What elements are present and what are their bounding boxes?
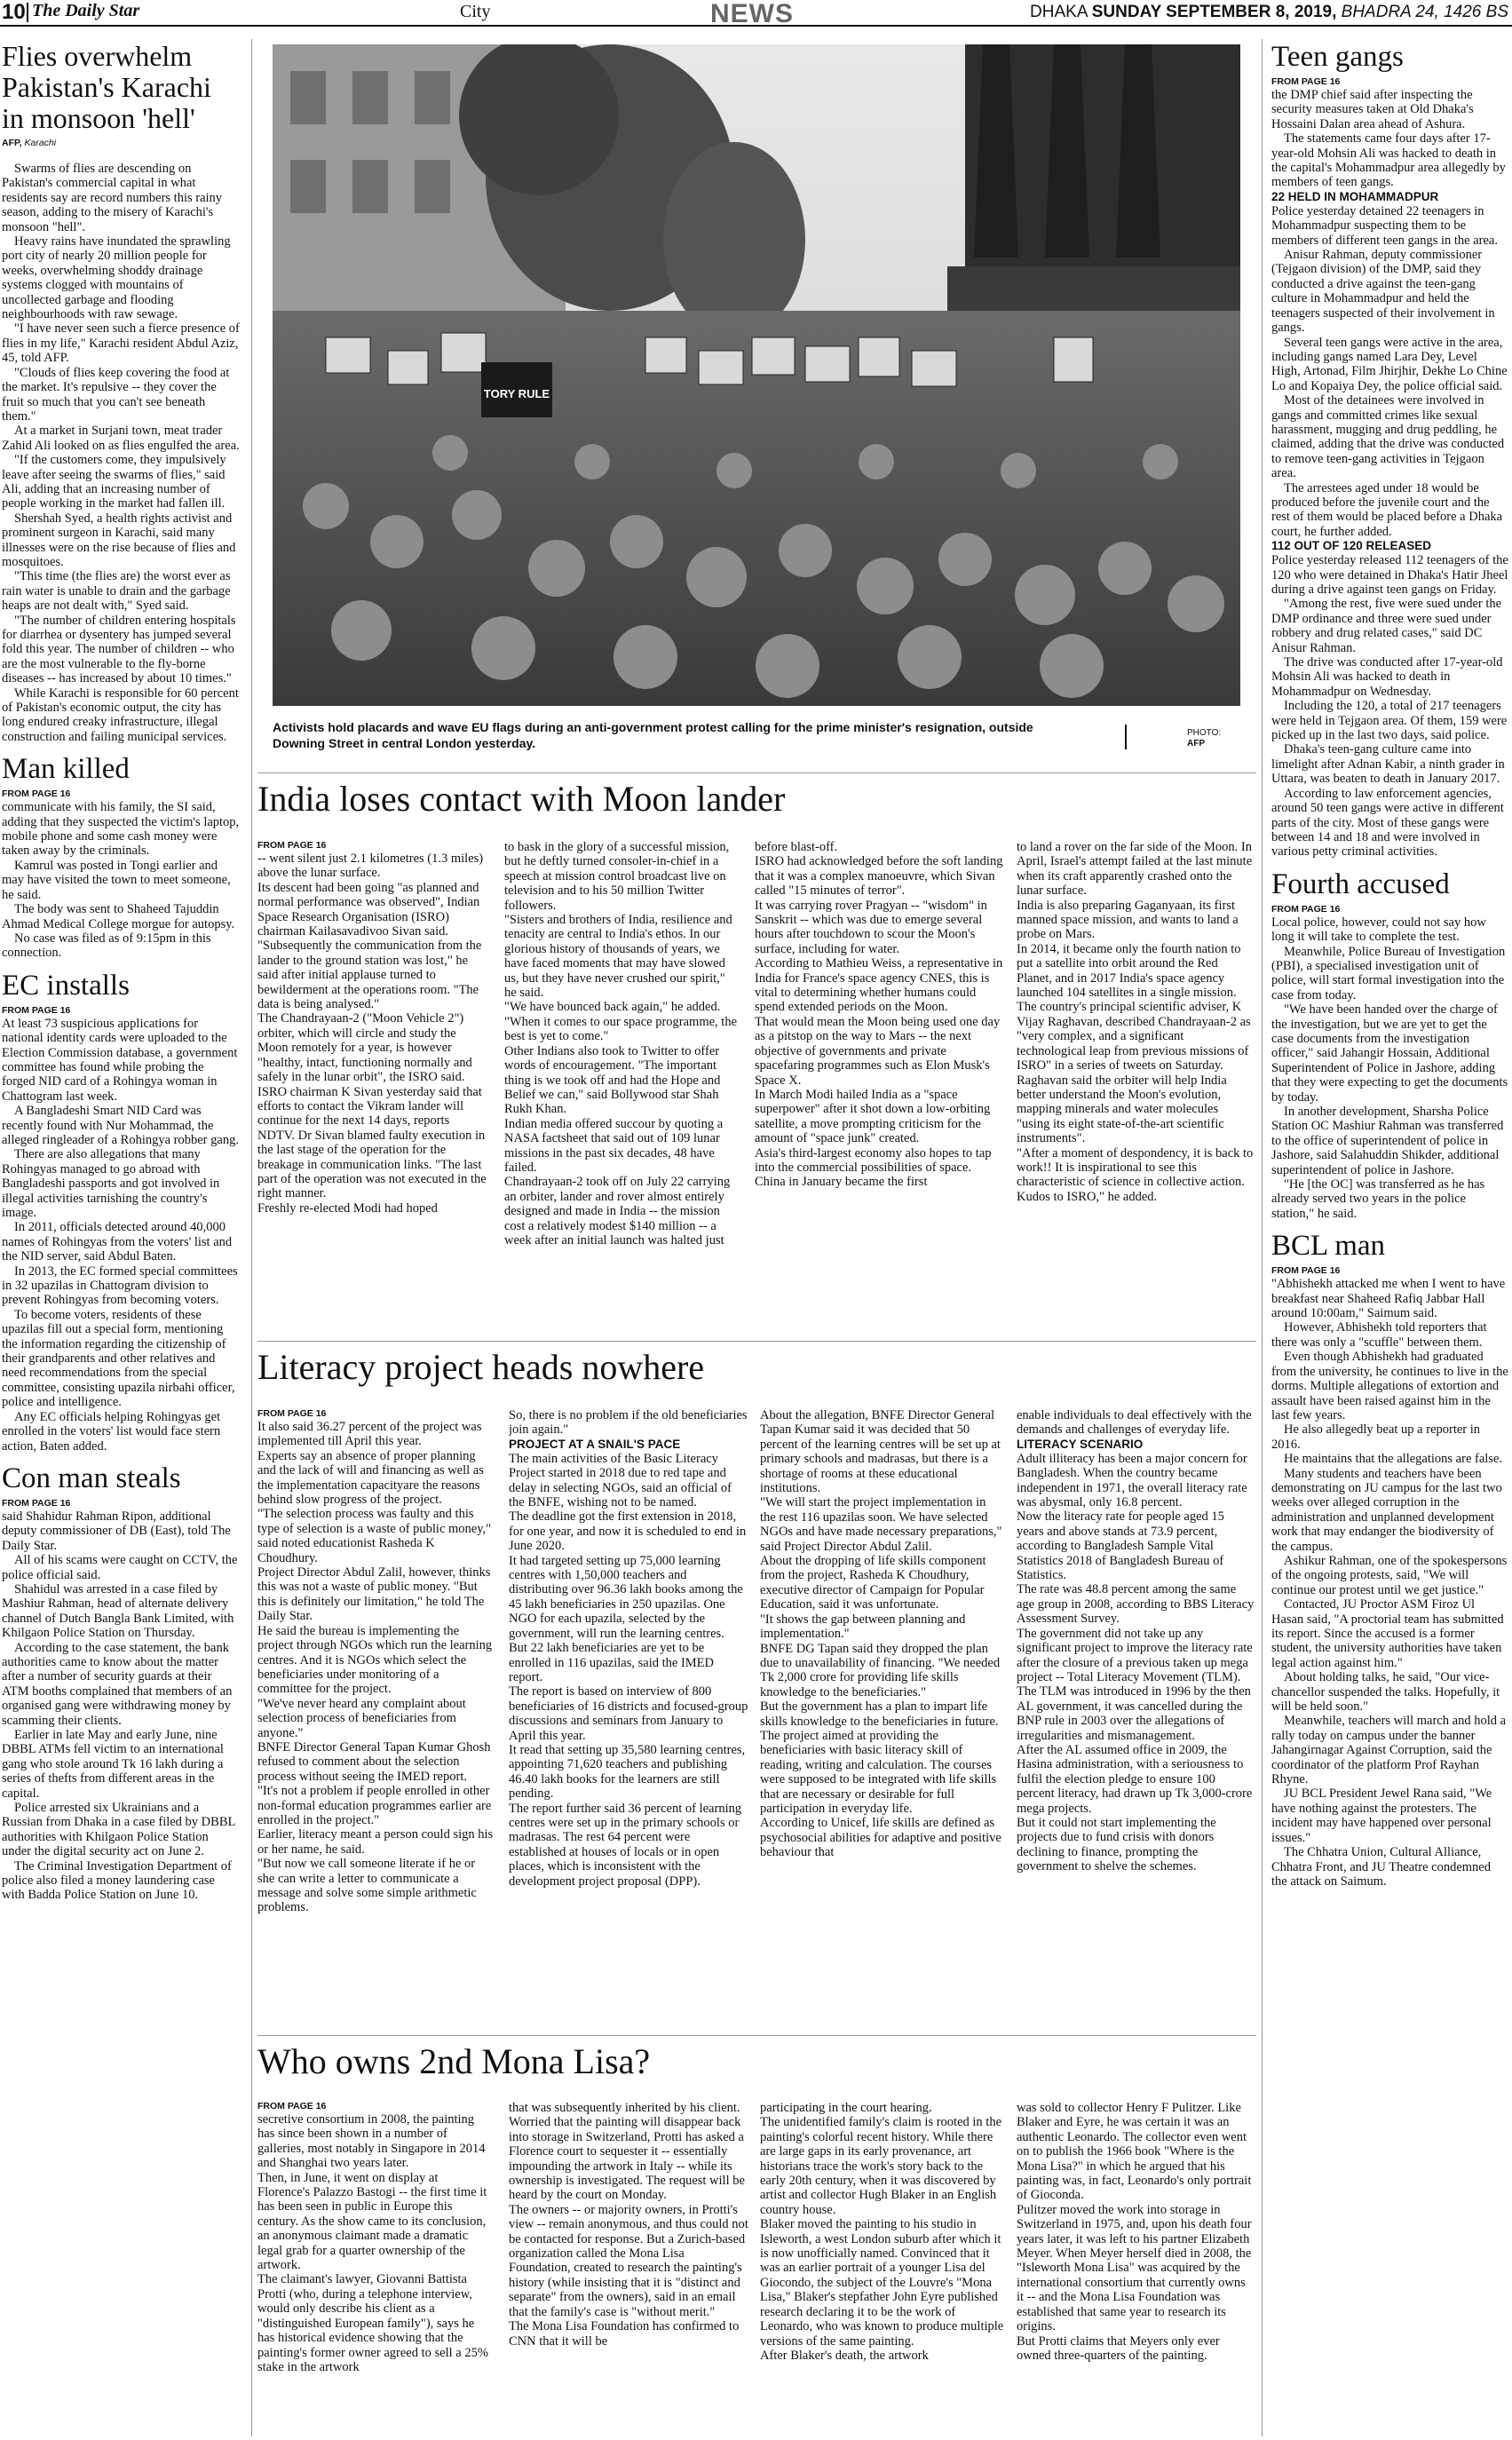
paragraph: The country's principal scientific adviser, K Vijay Raghavan, described Chandrayaan-2 as "very complex, and a significant technological leap from previous missions of ISRO" in a series of tweets on Saturday. — [1017, 1000, 1251, 1073]
paragraph: India is also preparing Gaganyaan, its first manned space mission, and wants to land a probe on Mars. — [1017, 898, 1239, 942]
mona-lisa-headline: Who owns 2nd Mona Lisa? — [257, 2041, 651, 2081]
teen-gangs-headline: Teen gangs — [1271, 41, 1404, 73]
paragraph: About the allegation, BNFE Director General Tapan Kumar said it was decided that 50 percent of the learning centres will be set up at primary schools and madrasas, but there is a shortage of rooms at these educational institutions. — [760, 1408, 1001, 1496]
paragraph: According to law enforcement agencies, around 50 teen gangs were active in different parts of the city. Most of these gangs were between 14 and 18 and were involved in various petty criminal activities. — [1271, 786, 1504, 860]
paragraph: was sold to collector Henry F Pulitzer. Like Blaker and Eyre, he was certain it was an authentic Leonardo. The collector even went on to publish the 1966 book "Where is the Mona Lisa?" in which he argued that his painting was, in fact, Leonardo's only portrait of Gioconda. — [1017, 2101, 1252, 2203]
india-col-2 — [504, 840, 740, 1337]
flies-headline: Flies overwhelm Pakistan's Karachi in monsoon 'hell' — [2, 40, 211, 134]
paragraph: In 2013, the EC formed special committees in 32 upazilas in Chattogram division to prevent Rohingyas from becoming voters. — [2, 1264, 238, 1308]
page-header — [0, 0, 1512, 27]
paragraph: Earlier in late May and early June, nine DBBL ATMs fell victim to an international gang who stole around Tk 16 lakh during a series of thefts from different areas in the capital. — [2, 1728, 224, 1801]
date-main: SUNDAY SEPTEMBER 8, 2019, — [1091, 3, 1337, 21]
con-man-headline: Con man steals — [2, 1462, 181, 1494]
paragraph: Ashikur Rahman, one of the spokespersons of the ongoing protests, said, "We will continue our protest until we get justice." — [1271, 1553, 1508, 1597]
paragraph: The claimant's lawyer, Giovanni Battista Protti (who, during a telephone interview, would only describe his client as a "distinguished European family"), says he has historical evidence showing that the painting's former owner agreed to sell a 25% stake in the artwork — [257, 2272, 488, 2374]
left-column — [2, 39, 240, 2436]
paragraph: The main activities of the Basic Literacy Project started in 2018 due to red tape and delay in selecting NGOs, said an official of the BNFE, wishing not to be named. — [509, 1451, 732, 1510]
paragraph: "But now we call someone literate if he or she can write a letter to communicate a message and solve some simple arithmetic problems. — [257, 1857, 477, 1915]
paragraph: Heavy rains have inundated the sprawling port city of nearly 20 million people for weeks, overwhelming shoddy drainage systems clogged with mountains of uncollected garbage and flooding neighbourhoods with raw sewage. — [2, 234, 231, 322]
literacy-from-page: FROM PAGE 16 — [257, 1408, 327, 1419]
teen-gangs-subhead-2: 112 OUT OF 120 RELEASED — [1271, 539, 1432, 553]
literacy-col-4 — [1017, 1408, 1255, 2030]
mona-col1-text — [257, 2112, 490, 2374]
paragraph: But Protti claims that Meyers only ever owned three-quarters of the painting. — [1017, 2333, 1220, 2363]
paragraph: The deadline got the first extension in 2018, for one year, and now it is scheduled to end in June 2020. — [509, 1509, 747, 1554]
paragraph: Dhaka's teen-gang culture came into limelight after Adnan Kabir, a ninth grader in Uttara, was beaten to death in January 2017. — [1271, 742, 1505, 787]
paragraph: "Clouds of flies keep covering the food at the market. It's repulsive -- they cover the fruit so much that you can't see beneath them." — [2, 365, 230, 424]
paragraph: It was carrying rover Pragyan -- "wisdom" in Sanskrit -- which was due to emerge several hours after touchdown to scour the Moon's surface, including for water. — [755, 898, 987, 956]
paragraph: JU BCL President Jewel Rana said, "We have nothing against the protesters. The incident may have happened over personal issues." — [1271, 1786, 1492, 1845]
paragraph: BNFE DG Tapan said they dropped the plan due to unavailability of financing. "We needed Tk 2,000 crore for providing life skills knowledge to the beneficiaries." — [760, 1641, 1001, 1699]
paragraph: Its descent had been going "as planned and normal performance was observed", Indian Space Research Organisation (ISRO) chairman Kailasavadivoo Sivan said. — [257, 880, 480, 939]
literacy-col4b-text — [1017, 1452, 1255, 1874]
mona-col-3 — [760, 2101, 1004, 2438]
paragraph: But it could not start implementing the projects due to fund crisis with donors declining to finance, prompting the government to shelve the schemes. — [1017, 1815, 1216, 1874]
story-divider-2 — [257, 1341, 1256, 1342]
page-number: 10 — [2, 0, 26, 24]
man-killed-body — [2, 800, 240, 960]
paragraph: The drive was conducted after 17-year-old Mohsin Ali was hacked to death in Mohammadpur on Wednesday. — [1271, 655, 1503, 699]
mona-col-4 — [1017, 2101, 1255, 2438]
paragraph: "Sisters and brothers of India, resilience and tenacity are central to India's ethos. In our glorious history of thousands of years, we have faced moments that may have slowed us, but they have never crushed our spirit," he said. — [504, 913, 732, 1001]
paragraph: BNFE Director General Tapan Kumar Ghosh refused to comment about the selection process without seeing the IMED report. — [257, 1739, 491, 1784]
dateline — [1030, 3, 1508, 22]
paragraph: The body was sent to Shaheed Tajuddin Ahmad Medical College morgue for autopsy. — [2, 902, 235, 931]
literacy-subhead-snail: PROJECT AT A SNAIL'S PACE — [509, 1437, 681, 1451]
teen-gangs-body-2 — [1271, 204, 1509, 539]
paragraph: But the government has a plan to impart life skills knowledge to the beneficiaries in future. — [760, 1699, 999, 1729]
paragraph: Then, in June, it went on display at Florence's Palazzo Bastogi -- the first time it has been seen in public in Europe this century. As the show came to its conclusion, an anonymous claimant made a dramatic legal grab for a quarter ownership of the artwork. — [257, 2170, 487, 2273]
paragraph: to land a rover on the far side of the Moon. In April, Israel's attempt failed at the last minute when its craft apparently crashed onto the lunar surface. — [1017, 840, 1253, 899]
bcl-man-headline: BCL man — [1271, 1230, 1386, 1263]
paragraph: Including the 120, a total of 217 teenagers were held in Tejgaon area. Of them, 159 were picked up in the last two days, said police. — [1271, 699, 1508, 743]
paragraph: "This time (the flies are) the worst ever as rain water is unable to drain and the garbage heaps are not dealt with," Syed said. — [2, 569, 231, 614]
paragraph: "The selection process was faulty and this type of selection is a waste of public money," said noted educationist Rasheda K Choudhury. — [257, 1507, 492, 1565]
paragraph: -- went silent just 2.1 kilometres (1.3 miles) above the lunar surface. — [257, 852, 484, 881]
paragraph: The arrestees aged under 18 would be produced before the juvenile court and the rest of them would be placed before a Dhaka court, he further added. — [1271, 480, 1503, 539]
paragraph: Several teen gangs were active in the area, including gangs named Lara Dey, Level High, Artonad, Film Jhirjhir, Dekhe Lo Chine Lo and Kopaiya Dey, the police official said. — [1271, 335, 1508, 393]
paragraph: Anisur Rahman, deputy commissioner (Tejgaon division) of the DMP, said they conducted a drive against the teen-gang culture in Mohammadpur and held the teenagers suspected of their involvement in gangs. — [1271, 248, 1495, 336]
paragraph: "If the customers come, they impulsively leave after seeing the swarms of flies," said Ali, adding that an increasing number of people working in the market had fallen ill. — [2, 453, 226, 511]
paragraph: participating in the court hearing. — [760, 2101, 932, 2115]
date-prefix: DHAKA — [1030, 3, 1088, 21]
paragraph: Any EC officials helping Rohingyas get enrolled in the voters' list would face stern action, Baten added. — [2, 1409, 221, 1454]
paragraph: Shahidul was arrested in a case filed by Mashiur Rahman, head of alternate delivery channel of Dutch Bangla Bank Limited, with Khilgaon Police Station on Thursday. — [2, 1581, 234, 1641]
paragraph: "He [the OC] was transferred as he has already served two years in the police station," he said. — [1271, 1177, 1485, 1221]
fourth-accused-body — [1271, 915, 1509, 1222]
bcl-man-body — [1271, 1277, 1509, 1889]
literacy-headline: Literacy project heads nowhere — [257, 1347, 705, 1387]
literacy-col1-text — [257, 1420, 495, 1915]
paragraph: Other Indians also took to Twitter to offer words of encouragement. "The important thing is we took off and had the Hope and Belief we can," said Bollywood star Shah Rukh Khan. — [504, 1043, 721, 1117]
paragraph: Earlier, literacy meant a person could sign his or her name, he said. — [257, 1827, 494, 1857]
paragraph: In 2011, officials detected around 40,000 names of Rohingyas from the voters' list and the NID server, said Abdul Baten. — [2, 1220, 233, 1264]
literacy-col-1 — [257, 1408, 495, 2030]
paragraph: It read that setting up 35,580 learning centres, appointing 71,620 teachers and publishing 46.40 lakh books for the learners are still pending. — [509, 1742, 746, 1802]
paragraph: "It's not a problem if people enrolled in other non-formal education programmes earlier are enrolled in the project." — [257, 1784, 492, 1827]
ec-installs-body — [2, 1017, 240, 1454]
paragraph: The rate was 48.8 percent among the same age group in 2008, according to BBS Literacy Assessment Survey. — [1017, 1582, 1255, 1627]
paragraph: "Among the rest, five were sued under the DMP ordinance and three were sued under robbery and drug related cases," said DC Anisur Rahman. — [1271, 597, 1502, 655]
paragraph: There are also allegations that many Rohingyas managed to go abroad with Bangladeshi passports and got involved in illegal activities tarnishing the country's image. — [2, 1147, 220, 1220]
paragraph: After Blaker's death, the artwork — [760, 2348, 929, 2363]
paper-logo: The Daily Star — [32, 1, 140, 20]
byline-agency: AFP, — [2, 138, 22, 148]
photo-caption — [273, 719, 1240, 764]
con-man-body — [2, 1509, 240, 1903]
mona-col2-text — [509, 2101, 748, 2349]
paragraph: Kamrul was posted in Tongi earlier and may have visited the town to meet someone, he said. — [2, 858, 231, 902]
paragraph: Most of the detainees were involved in gangs and committed crimes like sexual harassment, mugging and drug peddling, he claimed, adding that the drive was conducted to remove teen-gang activities in Tejgaon area. — [1271, 393, 1505, 481]
paragraph: According to Unicef, life skills are defined as psychosocial abilities for adaptive and positive behaviour that — [760, 1816, 1001, 1860]
paragraph: About the dropping of life skills component from the project, Rasheda K Choudhury, executive director of Campaign for Popular Education, said it was unfortunate. — [760, 1554, 986, 1612]
paragraph: "We will start the project implementation in the rest 116 upazilas soon. We have selected NGOs and have made necessary preparations," said Project Director Abdul Zalil. — [760, 1495, 1002, 1554]
paragraph: However, Abhishekh told reporters that there was only a "scuffle" between them. — [1271, 1320, 1487, 1350]
paragraph: While Karachi is responsible for 60 percent of Pakistan's economic output, the city has long endured creaky infrastructure, illegal construction and failing municipal services. — [2, 685, 239, 744]
india-col3-text — [755, 840, 1005, 1190]
paragraph: Pulitzer moved the work into storage in Switzerland in 1975, and, upon his death four years later, it was left to his partner Elizabeth Meyer. When Meyer herself died in 2008, the "Isleworth Mona Lisa" was acquired by the international consortium that currently owns it -- and the Mona Lisa Foundation was established that same year to research its origins. — [1017, 2202, 1252, 2334]
paragraph: the DMP chief said after inspecting the security measures taken at Old Dhaka's Hossaini Dalan area ahead of Ashura. — [1271, 88, 1474, 131]
india-headline: India loses contact with Moon lander — [257, 779, 786, 819]
paragraph: The Chhatra Union, Cultural Alliance, Chhatra Front, and JU Theatre condemned the attack on Saimum. — [1271, 1845, 1491, 1889]
ec-installs-headline: EC installs — [2, 969, 130, 1002]
paragraph: secretive consortium in 2008, the painting has since been shown in a number of galleries, most notably in Singapore in 2014 and Shanghai two years later. — [257, 2112, 486, 2171]
ec-installs-from-page: FROM PAGE 16 — [2, 1004, 71, 1016]
paragraph: "Abhishekh attacked me when I went to have breakfast near Shaheed Rafiq Jabbar Hall around 10:00am," Saimum said. — [1271, 1277, 1506, 1321]
man-killed-from-page: FROM PAGE 16 — [2, 788, 71, 800]
paragraph: He also allegedly beat up a reporter in 2016. — [1271, 1422, 1481, 1452]
paragraph: "The number of children entering hospitals for diarrhea or dysentery has jumped several fold this year. The number of children -- who are the most vulnerable to the fly-borne diseases -- has increased by about 10 times." — [2, 613, 236, 686]
literacy-col-2 — [509, 1408, 748, 2030]
paragraph: According to the case statement, the bank authorities came to know about the matter after a number of security guards at their ATM booths complained that members of an organised gang were withdrawing money by scamming their clients. — [2, 1640, 233, 1728]
paragraph: "Subsequently the communication from the lander to the ground station was lost," he said after initial applause turned to bewilderment at the operations room. "The data is being analysed." — [257, 939, 482, 1012]
paragraph: He maintains that the allegations are false. — [1284, 1452, 1503, 1467]
paragraph: The statements came four days after 17-year-old Mohsin Ali was hacked to death in the capital's Mohammadpur area allegedly by members of teen gangs. — [1271, 131, 1506, 190]
mona-from-page: FROM PAGE 16 — [257, 2101, 327, 2111]
flies-byline — [2, 138, 240, 149]
paragraph: ISRO chairman K Sivan yesterday said that efforts to contact the Vikram lander will continue for the next 14 days, reports NDTV. Dr Sivan blamed faulty execution in the last stage of the operation for the breakage in communication links. "The last part of the operation was not executed in the right manner. — [257, 1084, 487, 1201]
paragraph: No case was filed as of 9:15pm in this connection. — [2, 931, 211, 961]
protest-photo — [273, 44, 1240, 706]
paragraph: Freshly re-elected Modi had hoped — [257, 1200, 438, 1216]
paragraph: All of his scams were caught on CCTV, the police official said. — [2, 1553, 238, 1582]
paragraph: It had targeted setting up 75,000 learning centres with 1,50,000 teachers and distributing over 96.36 lakh books among the 45 lakh beneficiaries in 250 upazilas. One NGO for each upazila, selected by the government, will run the learning centres. — [509, 1553, 743, 1641]
caption-divider — [1125, 725, 1127, 749]
paragraph: That would mean the Moon being used one day as a pitstop on the way to Mars -- the next objective of governments and private spacefaring programmes such as Elon Musk's Space X. — [755, 1014, 1001, 1088]
teen-gangs-subhead-1: 22 HELD IN MOHAMMADPUR — [1271, 189, 1439, 203]
photo-credit — [1187, 728, 1240, 749]
paragraph: Police arrested six Ukrainians and a Russian from Dhaka in a case filed by DBBL authorities with Khilgaon Police Station under the digital security act on June 2. — [2, 1801, 235, 1859]
india-from-page: FROM PAGE 16 — [257, 840, 327, 851]
paragraph: At a market in Surjani town, meat trader Zahid Ali looked on as flies engulfed the area. — [2, 424, 240, 453]
mona-col-1 — [257, 2101, 490, 2438]
paragraph: The report is based on interview of 800 beneficiaries of 16 districts and focused-group discussions and seminars from January to April this year. — [509, 1684, 748, 1743]
india-col4-text — [1017, 840, 1255, 1204]
column-divider-right — [1262, 39, 1263, 2436]
paragraph: before blast-off. — [755, 840, 838, 854]
paragraph: Chandrayaan-2 took off on July 22 carrying an orbiter, lander and rover almost entirely designed and made in India -- the mission cost a relatively modest $140 million -- a week after an initial launch was halted just — [504, 1175, 731, 1248]
paragraph: The Mona Lisa Foundation has confirmed to CNN that it will be — [509, 2319, 740, 2349]
paragraph: enable individuals to deal effectively with the demands and challenges of everyday life. — [1017, 1408, 1252, 1438]
paragraph: Experts say an absence of proper planning and the lack of will and financing as well as the implementation capacityare the reasons behind slow progress of the project. — [257, 1448, 484, 1508]
paragraph: to bask in the glory of a successful mission, but he deftly turned consoler-in-chief in a speech at mission control broadcast live on television and to his 50 million Twitter followers. — [504, 840, 730, 913]
mona-col-2 — [509, 2101, 748, 2438]
literacy-subhead-scenario: LITERACY SCENARIO — [1017, 1437, 1144, 1451]
paragraph: Police yesterday released 112 teenagers of the 120 who were detained in Dhaka's Hatir Jheel during a drive against teen gangs on Friday. — [1271, 553, 1508, 597]
paragraph: Indian media offered succour by quoting a NASA factsheet that said out of 109 lunar missions in the past six decades, 48 have failed. — [504, 1116, 724, 1175]
paragraph: "We've never heard any complaint about selection process of beneficiaries from anyone." — [257, 1696, 466, 1740]
paragraph: It also said 36.27 percent of the project was implemented till April this year. — [257, 1420, 482, 1449]
india-col1-text — [257, 852, 488, 1216]
paragraph: About holding talks, he said, "Our vice-chancellor suspended the talks. Hopefully, it will be held soon." — [1271, 1670, 1500, 1715]
fourth-accused-headline: Fourth accused — [1271, 867, 1450, 900]
literacy-col-3 — [760, 1408, 1004, 2030]
paragraph: In 2014, it became only the fourth nation to put a satellite into orbit around the Red Planet, and in 2017 India's space agency launched 104 satellites in a single mission. — [1017, 941, 1241, 1001]
paragraph: Even though Abhishekh had graduated from the university, he continues to live in the dorms. Multiple allegations of extortion and assault have been raised against him in the last few years. — [1271, 1350, 1508, 1422]
paragraph: China in January became the first — [755, 1175, 928, 1190]
paragraph: The owners -- or majority owners, in Protti's view -- remain anonymous, and thus could not be contacted for response. But a Zurich-based organization called the Mona Lisa Foundation, created to research the painting's history (while insisting that it is "distinct and separate" from the owners), said in an email that the family's case is "without merit." — [509, 2202, 748, 2319]
paragraph: Blaker moved the painting to his studio in Isleworth, a west London suburb after which it is now unofficially named. Convinced that it was an earlier portrait of a younger Lisa del Giocondo, the subject of the Louvre's "Mona Lisa," Blaker's stepfather John Eyre published research declaring it to be the work of Leonardo, who was known to produce multiple versions of the same painting. — [760, 2217, 1004, 2349]
paragraph: communicate with his family, the SI said, adding that they suspected the victim's laptop, mobile phone and some cash money were taken away by the criminals. — [2, 800, 240, 859]
paragraph: But 22 lakh beneficiaries are yet to be enrolled in 116 upazilas, said the IMED report. — [509, 1641, 715, 1684]
paragraph: that was subsequently inherited by his client. Worried that the painting will disappear back into storage in Switzerland, Protti has asked a Florence court to sequester it -- essentially impounding the artwork in Italy -- while its ownership is investigated. The request will be heard by the court on Monday. — [509, 2101, 745, 2203]
paragraph: Meanwhile, Police Bureau of Investigation (PBI), a specialised investigation unit of police, will start formal investigation into the case from today. — [1271, 944, 1506, 1002]
paragraph: The unidentified family's claim is rooted in the painting's colorful recent history. While there are large gaps in its early provenance, art historians trace the work's story back to the early 20th century, when it was discovered by artist and collector Hugh Blaker in an English country house. — [760, 2115, 1002, 2217]
teen-gangs-from-page: FROM PAGE 16 — [1271, 76, 1341, 87]
paragraph: "After a moment of despondency, it is back to work!! It is inspirational to see this characteristic of science in collective action. Kudos to ISRO," he added. — [1017, 1145, 1254, 1204]
paragraph: "It shows the gap between planning and implementation." — [760, 1612, 966, 1642]
con-man-from-page: FROM PAGE 16 — [2, 1497, 71, 1509]
story-divider-3 — [257, 2035, 1256, 2036]
placard-tory-rule: TORY RULE — [483, 387, 550, 400]
literacy-col4a-text — [1017, 1408, 1255, 1438]
paragraph: The project aimed at providing the beneficiaries with basic literacy skill of reading, writing and calculation. The courses were supposed to be integrated with life skills that are necessary or desirable for full participation in everyday life. — [760, 1728, 997, 1816]
paragraph: So, there is no problem if the old beneficiaries join again." — [509, 1408, 748, 1438]
paragraph: Shershah Syed, a health rights activist and prominent surgeon in Karachi, said many illnesses were on the rise because of flies and mosquitoes. — [2, 511, 236, 569]
paragraph: Meanwhile, teachers will march and hold a rally today on campus under the banner Jahangirnagar Against Corruption, said the coordinator of the platform Prof Rayhan Rhyne. — [1271, 1714, 1507, 1787]
right-column — [1271, 39, 1509, 2436]
city-label: City — [460, 2, 491, 21]
date-bengali: BHADRA 24, 1426 BS — [1341, 3, 1508, 21]
paragraph: Adult illiteracy has been a major concern for Bangladesh. When the country became independent in 1971, the overall literacy rate was abysmal, only 16.8 percent. — [1017, 1451, 1247, 1510]
paragraph: Raghavan said the orbiter will help India better understand the Moon's evolution, mapping minerals and water molecules "using its eight state-of-the-art scientific instruments". — [1017, 1073, 1227, 1146]
paragraph: The government did not take up any significant project to improve the literacy rate after the closure of a previous taken up mega project -- Total Literacy Movement (TLM). — [1017, 1626, 1253, 1684]
paragraph: Project Director Abdul Zalil, however, thinks this was not a waste of public money. "But this is definitely our limitation," he told The Daily Star. — [257, 1565, 491, 1624]
paragraph: "We have bounced back again," he added. "When it comes to our space programme, the best is yet to come." — [504, 1000, 737, 1044]
paragraph: Asia's third-largest economy also hopes to tap into the commercial possibilities of space. — [755, 1145, 992, 1175]
paragraph: He said the bureau is implementing the project through NGOs which run the learning centres. And it is NGOs which select the beneficiaries under monitoring of a committee for the project. — [257, 1623, 493, 1697]
india-col-4 — [1017, 840, 1255, 1337]
paragraph: Contacted, JU Proctor ASM Firoz Ul Hasan said, "A proctorial team has submitted its report. Since the accused is a former student, the university authorities have taken legal action against him." — [1271, 1597, 1504, 1670]
mona-lisa-story — [257, 2042, 1256, 2081]
paragraph: After the AL assumed office in 2009, the Hasina administration, with a seriousness to fulfil the election pledge to ensure 100 percent literacy, had drawn up Tk 3,000-crore mega projects. — [1017, 1742, 1253, 1816]
paragraph: Local police, however, could not say how long it will take to complete the test. — [1271, 915, 1486, 945]
paragraph: said Shahidur Rahman Ripon, additional deputy commissioner of DB (East), told The Daily Star. — [2, 1509, 231, 1553]
teen-gangs-body-1 — [1271, 88, 1509, 190]
story-divider-1 — [257, 772, 1256, 773]
credit-source: AFP — [1187, 739, 1205, 749]
paragraph: The Chandrayaan-2 ("Moon Vehicle 2") orbiter, which will circle and study the Moon remotely for a year, is however "healthy, intact, functioning normally and safely in the lunar orbit", the ISRO said. — [257, 1011, 472, 1085]
column-divider-left — [251, 39, 252, 2436]
paragraph: According to Mathieu Weiss, a representative in India for France's space agency CNES, this is vital to determining whether humans could spend extended periods on the Moon. — [755, 956, 1003, 1015]
literacy-col2a-text — [509, 1408, 748, 1438]
paragraph: A Bangladeshi Smart NID Card was recently found with Nur Mohammad, the alleged ringleader of a Rohingya robber gang. — [2, 1104, 239, 1147]
india-col-3 — [755, 840, 1005, 1337]
paragraph: In March Modi hailed India as a "space superpower" after it shot down a low-orbiting satellite, a move prompting criticism for the amount of "space junk" created. — [755, 1087, 991, 1146]
paragraph: To become voters, residents of these upazilas fill out a special form, mentioning the information regarding the citizenship of their grandparents and other relatives and need recommendations from the special committee, consisting upazila nirbahi officer, police and intelligence. — [2, 1307, 235, 1410]
mona-col4-text — [1017, 2101, 1255, 2363]
fourth-accused-from-page: FROM PAGE 16 — [1271, 903, 1341, 915]
header-divider — [27, 3, 28, 22]
paragraph: Many students and teachers have been demonstrating on JU campus for the last two weeks over alleged corruption in the administration and unplanned development work that may endanger the biodiversity of the campus. — [1271, 1466, 1502, 1554]
bcl-man-from-page: FROM PAGE 16 — [1271, 1265, 1341, 1277]
mona-col3-text — [760, 2101, 1004, 2363]
paragraph: The Criminal Investigation Department of police also filed a money laundering case with Badda Police Station on June 10. — [2, 1858, 232, 1903]
credit-label: PHOTO: — [1187, 728, 1222, 738]
man-killed-headline: Man killed — [2, 753, 130, 786]
paragraph: In another development, Sharsha Police Station OC Mashiur Rahman was transferred to the office of superintendent of police in Jashore, said Salahuddin Shikder, additional superintendent of police in Jashore. — [1271, 1105, 1504, 1177]
paragraph: Police yesterday detained 22 teenagers in Mohammadpur suspecting them to be members of different teen gangs in the area. — [1271, 203, 1498, 248]
flies-body — [2, 162, 240, 744]
paragraph: "We have been handed over the charge of the investigation, but we are yet to get the case documents from the investigation officer," said Jahangir Hossain, Additional Superintendent of Police in Jashore, adding that they were expecting to get the documents by today. — [1271, 1002, 1508, 1105]
india-col2-text — [504, 840, 740, 1248]
india-story — [257, 780, 1256, 819]
byline-place: Karachi — [24, 138, 57, 148]
literacy-col2b-text — [509, 1452, 748, 1889]
teen-gangs-body-3 — [1271, 553, 1509, 860]
caption-text: Activists hold placards and wave EU flags during an anti-government protest calling for the prime minister's resignation, outside Downing Street in central London yesterday. — [273, 720, 1033, 750]
india-col-1 — [257, 840, 488, 1337]
section-title: NEWS — [710, 0, 794, 28]
paragraph: ISRO had acknowledged before the soft landing that it was a complex manoeuvre, which Sivan called "15 minutes of terror". — [755, 854, 1003, 899]
literacy-story — [257, 1348, 1256, 1387]
paragraph: At least 73 suspicious applications for national identity cards were uploaded to the Election Commission database, a government committee has found while probing the forged NID card of a Rohingya woman in Chattogram last week. — [2, 1016, 238, 1104]
paragraph: Swarms of flies are descending on Pakistan's commercial capital in what residents say are record numbers this rainy season, adding to the misery of Karachi's monsoon "hell". — [2, 162, 223, 234]
paragraph: "I have never seen such a fierce presence of flies in my life," Karachi resident Abdul Aziz, 45, told AFP. — [2, 321, 240, 366]
paragraph: The TLM was introduced in 1996 by the then AL government, it was cancelled during the BNP rule in 2003 over the allegations of irregularities and mismanagement. — [1017, 1684, 1251, 1743]
paragraph: The report further said 36 percent of learning centres were set up in the primary schools or madrasas. The rest 64 percent were established at houses of locals or in open places, which is inconsistent with the development project proposal (DPP). — [509, 1801, 742, 1889]
literacy-col3-text — [760, 1408, 1004, 1860]
paragraph: Now the literacy rate for people aged 15 years and above stands at 73.9 percent, according to Bangladesh Sample Vital Statistics 2018 of Bangladesh Bureau of Statistics. — [1017, 1509, 1224, 1583]
